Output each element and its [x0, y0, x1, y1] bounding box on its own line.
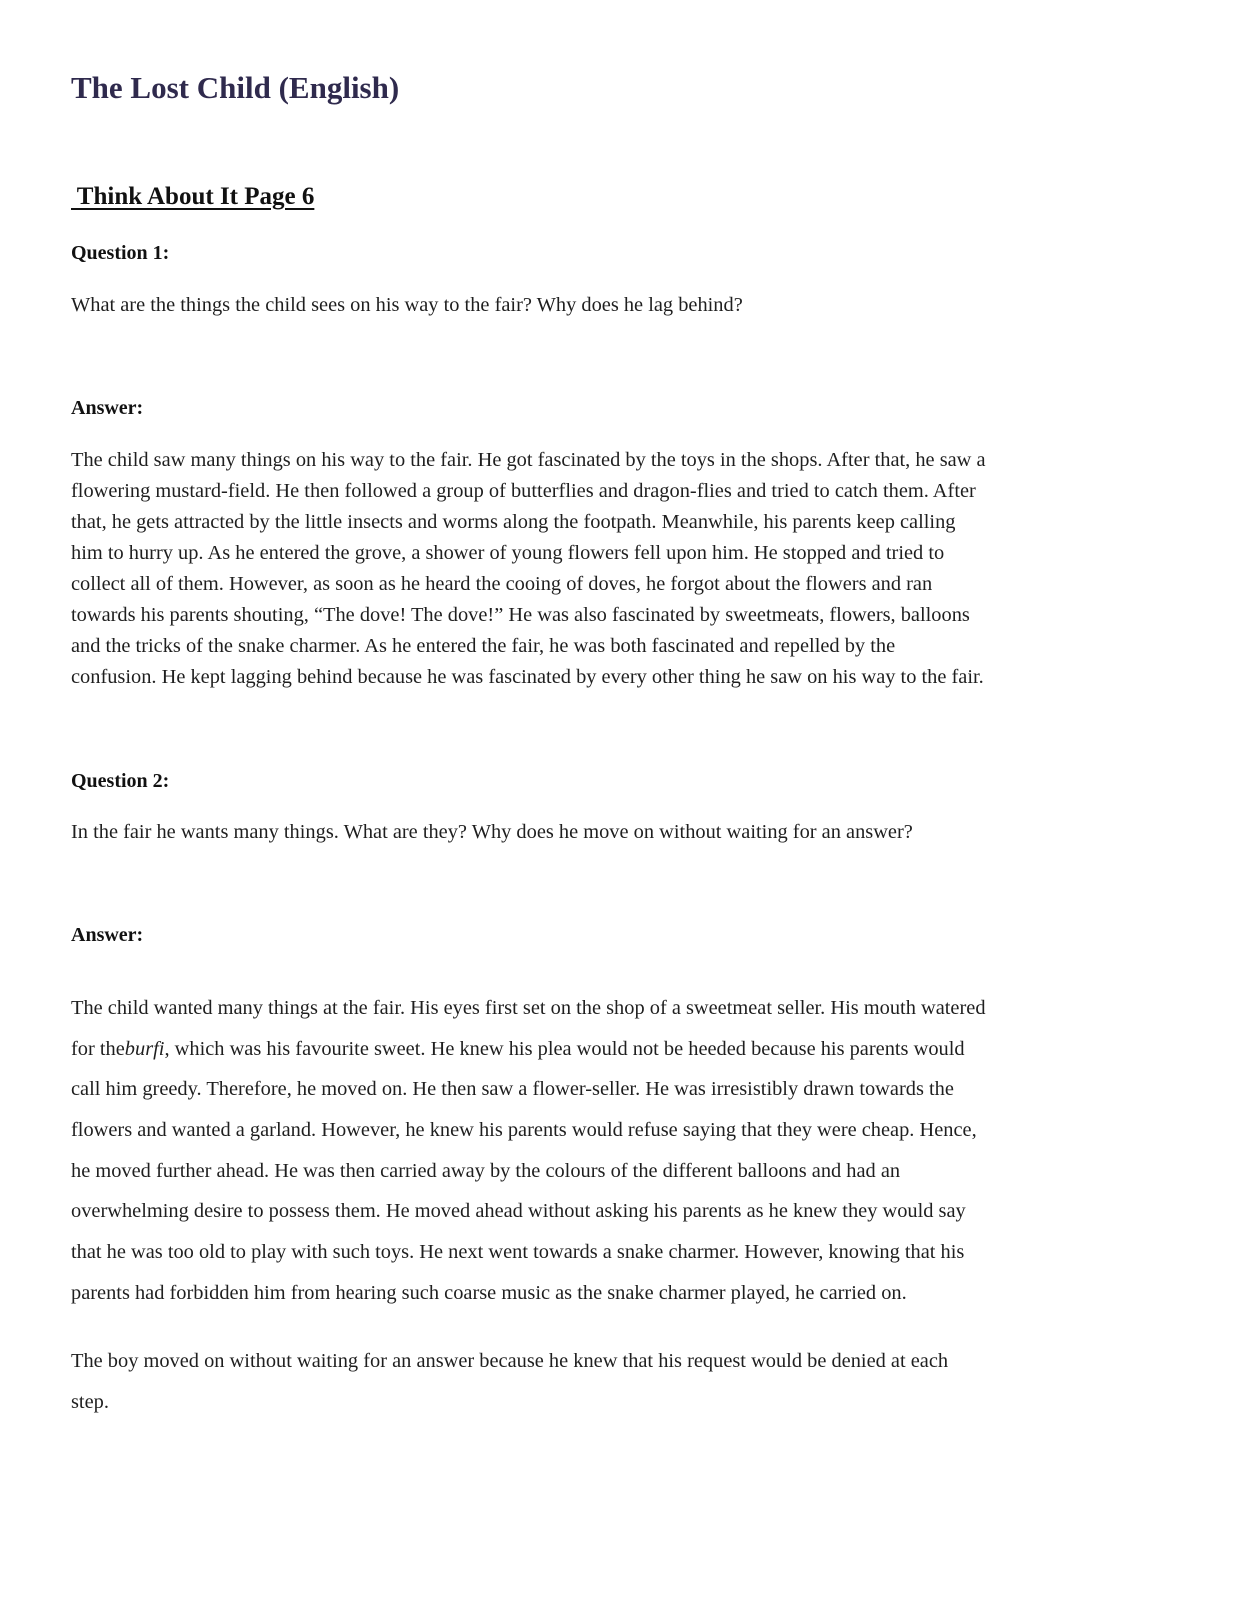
answer-2-line: he moved further ahead. He was then carried away by the colours of the different balloons and had an	[71, 1159, 901, 1182]
answer-2-line: call him greedy. Therefore, he moved on. He then saw a flower-seller. He was irresistibly drawn towards the	[71, 1078, 954, 1101]
answer-2-line: parents had forbidden him from hearing such coarse music as the snake charmer played, he carried on.	[71, 1281, 907, 1304]
answer-1-line: and the tricks of the snake charmer. As he entered the fair, he was both fascinated and repelled by the	[71, 635, 896, 657]
burfi-emphasis: burfi	[124, 1037, 165, 1060]
question-1-text: What are the things the child sees on his way to the fair? Why does he lag behind?	[71, 294, 743, 316]
question-1-label: Question 1:	[71, 242, 170, 264]
closing-line: The boy moved on without waiting for an answer because he knew that his request would be denied at each	[71, 1350, 949, 1372]
document-title: The Lost Child (English)	[71, 70, 400, 105]
closing-line: step.	[71, 1390, 109, 1413]
answer-1-line: him to hurry up. As he entered the grove, a shower of young flowers fell upon him. He stopped and tried to	[71, 542, 945, 564]
answer-1-label: Answer:	[71, 397, 144, 419]
answer-2-line: The child wanted many things at the fair. His eyes first set on the shop of a sweetmeat seller. His mouth watered	[71, 997, 986, 1019]
answer-2-line-end: , which was his favourite sweet. He knew his plea would not be heeded because his parents would	[164, 1037, 965, 1060]
answer-1-line: flowering mustard-field. He then followed a group of butterflies and dragon-flies and tried to catch them. After	[71, 480, 976, 502]
answer-2-line-start: for the	[71, 1037, 125, 1060]
answer-1-line: towards his parents shouting, “The dove! The dove!” He was also fascinated by sweetmeats, flowers, balloons	[71, 604, 970, 626]
answer-1-line: collect all of them. However, as soon as he heard the cooing of doves, he forgot about the flowers and ran	[71, 573, 933, 595]
answer-2-paragraph	[71, 988, 1146, 1314]
answer-2-closing-paragraph	[71, 1341, 1146, 1422]
answer-1-line: confusion. He kept lagging behind because he was fascinated by every other thing he saw on his way to the fair.	[71, 666, 984, 688]
answer-1-line: The child saw many things on his way to the fair. He got fascinated by the toys in the shops. After that, he saw a	[71, 449, 986, 471]
answer-2-line: that he was too old to play with such toys. He next went towards a snake charmer. However, knowing that his	[71, 1241, 965, 1264]
answer-1-line: that, he gets attracted by the little insects and worms along the footpath. Meanwhile, his parents keep calling	[71, 511, 956, 533]
answer-2-line: flowers and wanted a garland. However, he knew his parents would refuse saying that they were cheap. Hence,	[71, 1119, 977, 1142]
question-2-text: In the fair he wants many things. What are they? Why does he move on without waiting for an answer?	[71, 821, 913, 843]
answer-2-line: overwhelming desire to possess them. He moved ahead without asking his parents as he knew they would say	[71, 1200, 966, 1223]
answer-1-paragraph	[71, 445, 1146, 693]
section-heading: Think About It Page 6	[71, 183, 315, 210]
answer-2-label: Answer:	[71, 924, 144, 946]
answer-2-line-with-emphasis	[71, 1029, 1146, 1070]
question-2-label: Question 2:	[71, 770, 170, 792]
